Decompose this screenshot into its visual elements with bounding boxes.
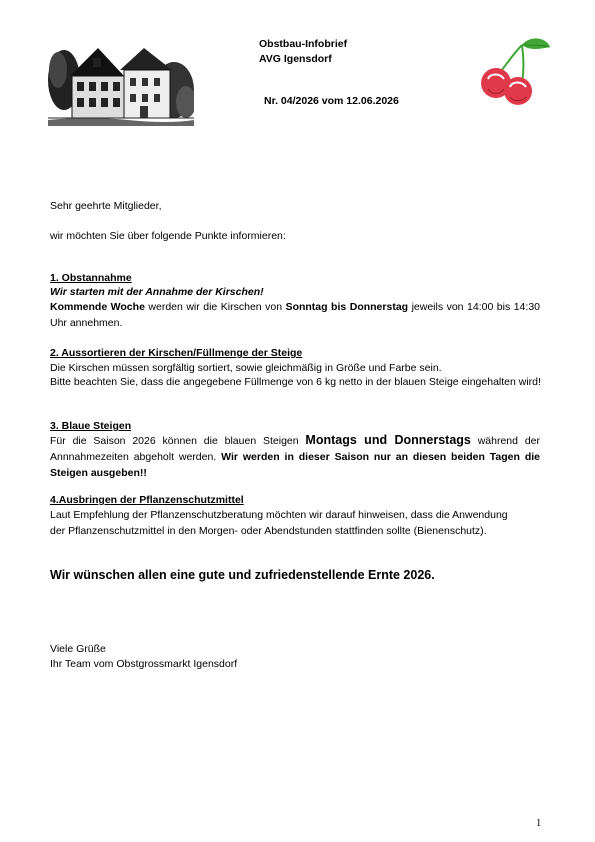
- issue-number: Nr. 04/2026 vom 12.06.2026: [264, 95, 399, 107]
- section-4-paragraph: Laut Empfehlung der Pflanzenschutzberatung möchten wir darauf hinweisen, dass die Anwendung der Pflanzenschutzmittel in den Morgen- oder Abendstunden stattfinden sollte (Bienenschutz).: [50, 509, 508, 537]
- signature: Ihr Team vom Obstgrossmarkt Igensdorf: [50, 658, 238, 670]
- section-3-paragraph: [50, 432, 540, 481]
- salutation: Sehr geehrte Mitglieder,: [50, 200, 162, 212]
- section-3-text-b: während der Annnahmezeiten abgeholt werden.: [50, 435, 540, 463]
- section-2-line-1: Die Kirschen müssen sorgfältig sortiert, sowie gleichmäßig in Größe und Farbe sein.: [50, 362, 442, 374]
- newsletter-subtitle: AVG Igensdorf: [259, 53, 332, 65]
- section-2-heading: 2. Aussortieren der Kirschen/Füllmenge der Steige: [50, 347, 303, 359]
- section-1-text-a: werden wir die Kirschen von: [144, 301, 286, 313]
- page-number: 1: [536, 818, 542, 829]
- section-1-paragraph: [50, 299, 540, 331]
- newsletter-title: Obstbau-Infobrief: [259, 38, 348, 50]
- section-1-heading: 1. Obstannahme: [50, 272, 132, 284]
- section-2-line-2: Bitte beachten Sie, dass die angegebene Füllmenge von 6 kg netto in der blauen Steige eingehalten wird!: [50, 376, 541, 388]
- emphasis-only-these-days: Wir werden in dieser Saison nur an diesen beiden Tagen die Steigen ausgeben!!: [50, 451, 541, 479]
- emphasis-next-week: Kommende Woche: [50, 301, 145, 313]
- section-1-text-b: jeweils von 14:00 bis 14:30 Uhr annehmen.: [50, 301, 540, 329]
- section-3-heading: 3. Blaue Steigen: [50, 420, 132, 432]
- intro-text: wir möchten Sie über folgende Punkte informieren:: [50, 230, 286, 242]
- emphasis-days: Sonntag bis Donnerstag: [285, 301, 409, 313]
- building-sketch-icon: [48, 40, 194, 126]
- closing-wish: Wir wünschen allen eine gute und zufriedenstellende Ernte 2026.: [50, 568, 435, 582]
- cherries-icon: [474, 35, 554, 107]
- regards: Viele Grüße: [50, 643, 106, 655]
- section-1-subheading: Wir starten mit der Annahme der Kirschen!: [50, 286, 264, 298]
- section-4-heading: 4.Ausbringen der Pflanzenschutzmittel: [50, 494, 244, 506]
- section-3-text-a: Für die Saison 2026 können die blauen Steigen: [50, 435, 306, 447]
- emphasis-weekdays: Montags und Donnerstags: [305, 433, 471, 447]
